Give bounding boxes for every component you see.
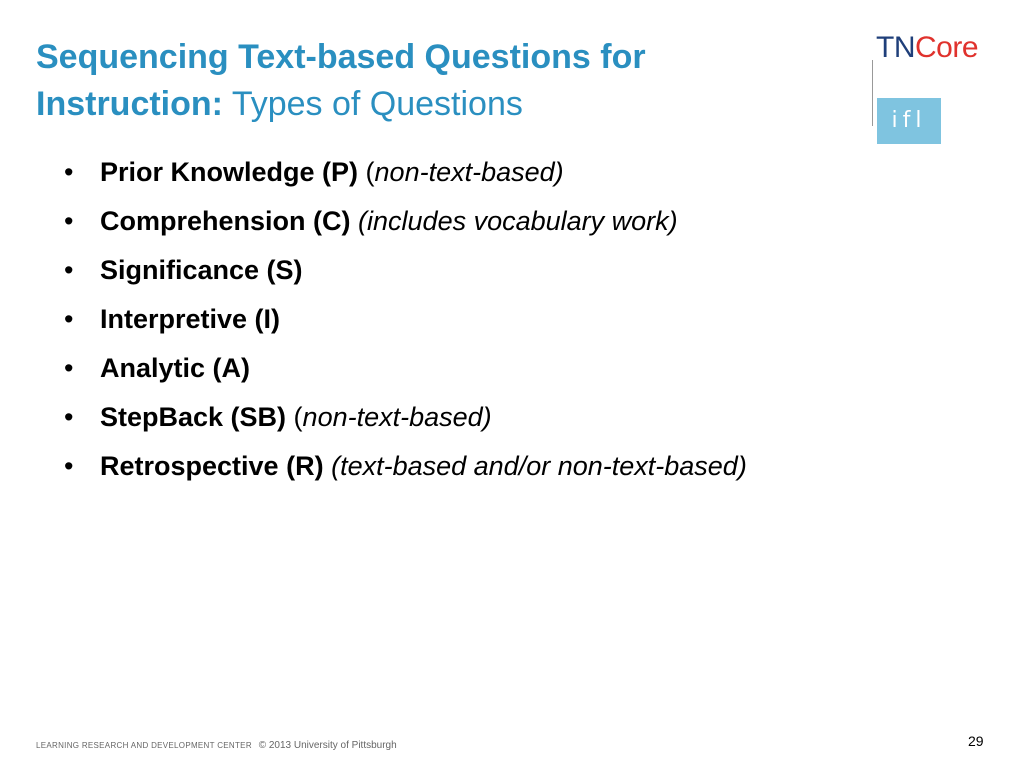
item-bold: Interpretive (I) xyxy=(100,304,281,334)
item-bold: Retrospective (R) xyxy=(100,451,324,481)
bullet-icon: • xyxy=(64,451,74,481)
item-italic: (includes vocabulary work) xyxy=(358,206,678,236)
item-plain xyxy=(324,451,332,481)
item-plain: ( xyxy=(358,157,375,187)
footer-copyright: © 2013 University of Pittsburgh xyxy=(258,740,397,751)
bullet-icon: • xyxy=(64,206,74,236)
slide-title xyxy=(36,34,836,128)
ifl-logo-box: ifl xyxy=(877,98,941,144)
item-bold: Significance (S) xyxy=(100,255,303,285)
slide-title-normal: Types of Questions xyxy=(231,85,523,123)
bullet-icon: • xyxy=(64,353,74,383)
item-italic: non-text-based) xyxy=(374,157,564,187)
item-plain: ( xyxy=(286,402,303,432)
item-bold: Comprehension (C) xyxy=(100,206,351,236)
list-item xyxy=(64,148,747,197)
question-types-list xyxy=(64,148,747,491)
list-item xyxy=(64,344,747,393)
list-item xyxy=(64,246,747,295)
list-item xyxy=(64,393,747,442)
item-plain xyxy=(351,206,359,236)
footer-org: LEARNING RESEARCH AND DEVELOPMENT CENTER xyxy=(36,741,252,750)
item-italic: (text-based and/or non-text-based) xyxy=(331,451,747,481)
bullet-icon: • xyxy=(64,255,74,285)
tncore-logo-text xyxy=(876,30,978,66)
list-item xyxy=(64,295,747,344)
page-number: 29 xyxy=(968,733,984,749)
item-bold: StepBack (SB) xyxy=(100,402,287,432)
bullet-icon: • xyxy=(64,304,74,334)
list-item xyxy=(64,197,747,246)
list-item xyxy=(64,442,747,491)
bullet-icon: • xyxy=(64,157,74,187)
bullet-icon: • xyxy=(64,402,74,432)
item-bold: Analytic (A) xyxy=(100,353,251,383)
tncore-ifl-logo xyxy=(872,30,1012,133)
logo-core: Core xyxy=(915,31,979,64)
logo-divider xyxy=(872,60,873,126)
item-bold: Prior Knowledge (P) xyxy=(100,157,359,187)
slide-title-bold: Sequencing Text-based Questions for Instruction: xyxy=(36,38,646,123)
logo-tn: TN xyxy=(876,31,915,64)
slide-footer xyxy=(36,740,397,751)
item-italic: non-text-based) xyxy=(302,402,492,432)
